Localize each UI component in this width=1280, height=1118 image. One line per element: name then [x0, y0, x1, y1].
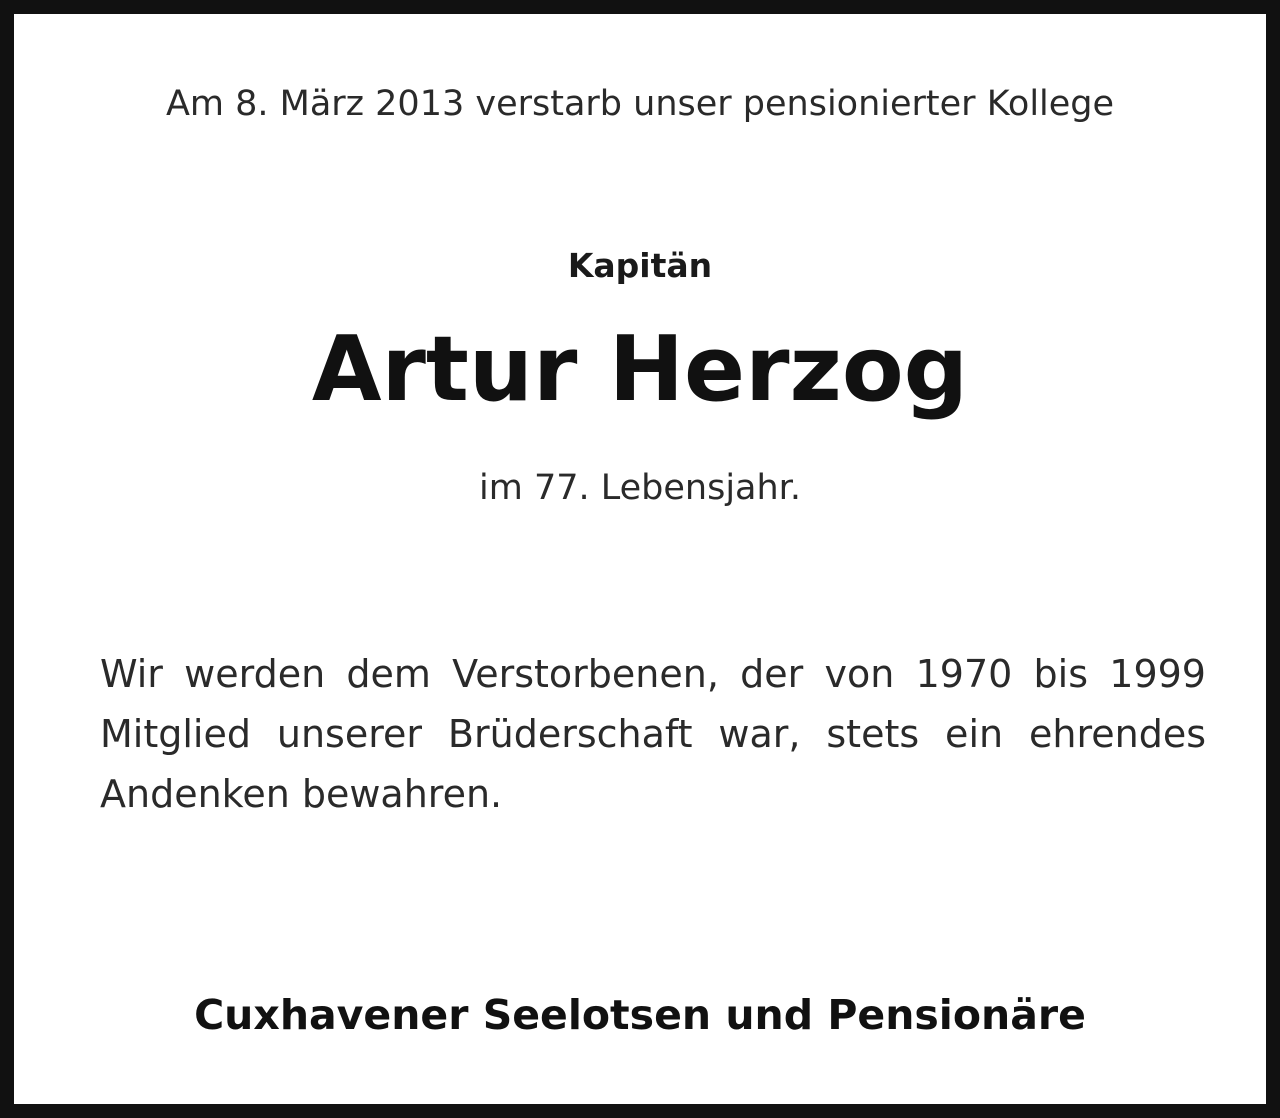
- deceased-name: Artur Herzog: [311, 317, 969, 422]
- rank-title: Kapitän: [567, 246, 713, 285]
- tribute-paragraph: Wir werden dem Verstorbenen, der von 1970 bis 1999 Mitglied unserer Brüderschaft war, stets ein ehrendes Andenken bewahren.: [100, 652, 1206, 816]
- signature-line: Cuxhavener Seelotsen und Pensionäre: [194, 991, 1086, 1039]
- intro-line: Am 8. März 2013 verstarb unser pensionierter Kollege: [165, 84, 1115, 124]
- age-line: im 77. Lebensjahr.: [479, 468, 801, 508]
